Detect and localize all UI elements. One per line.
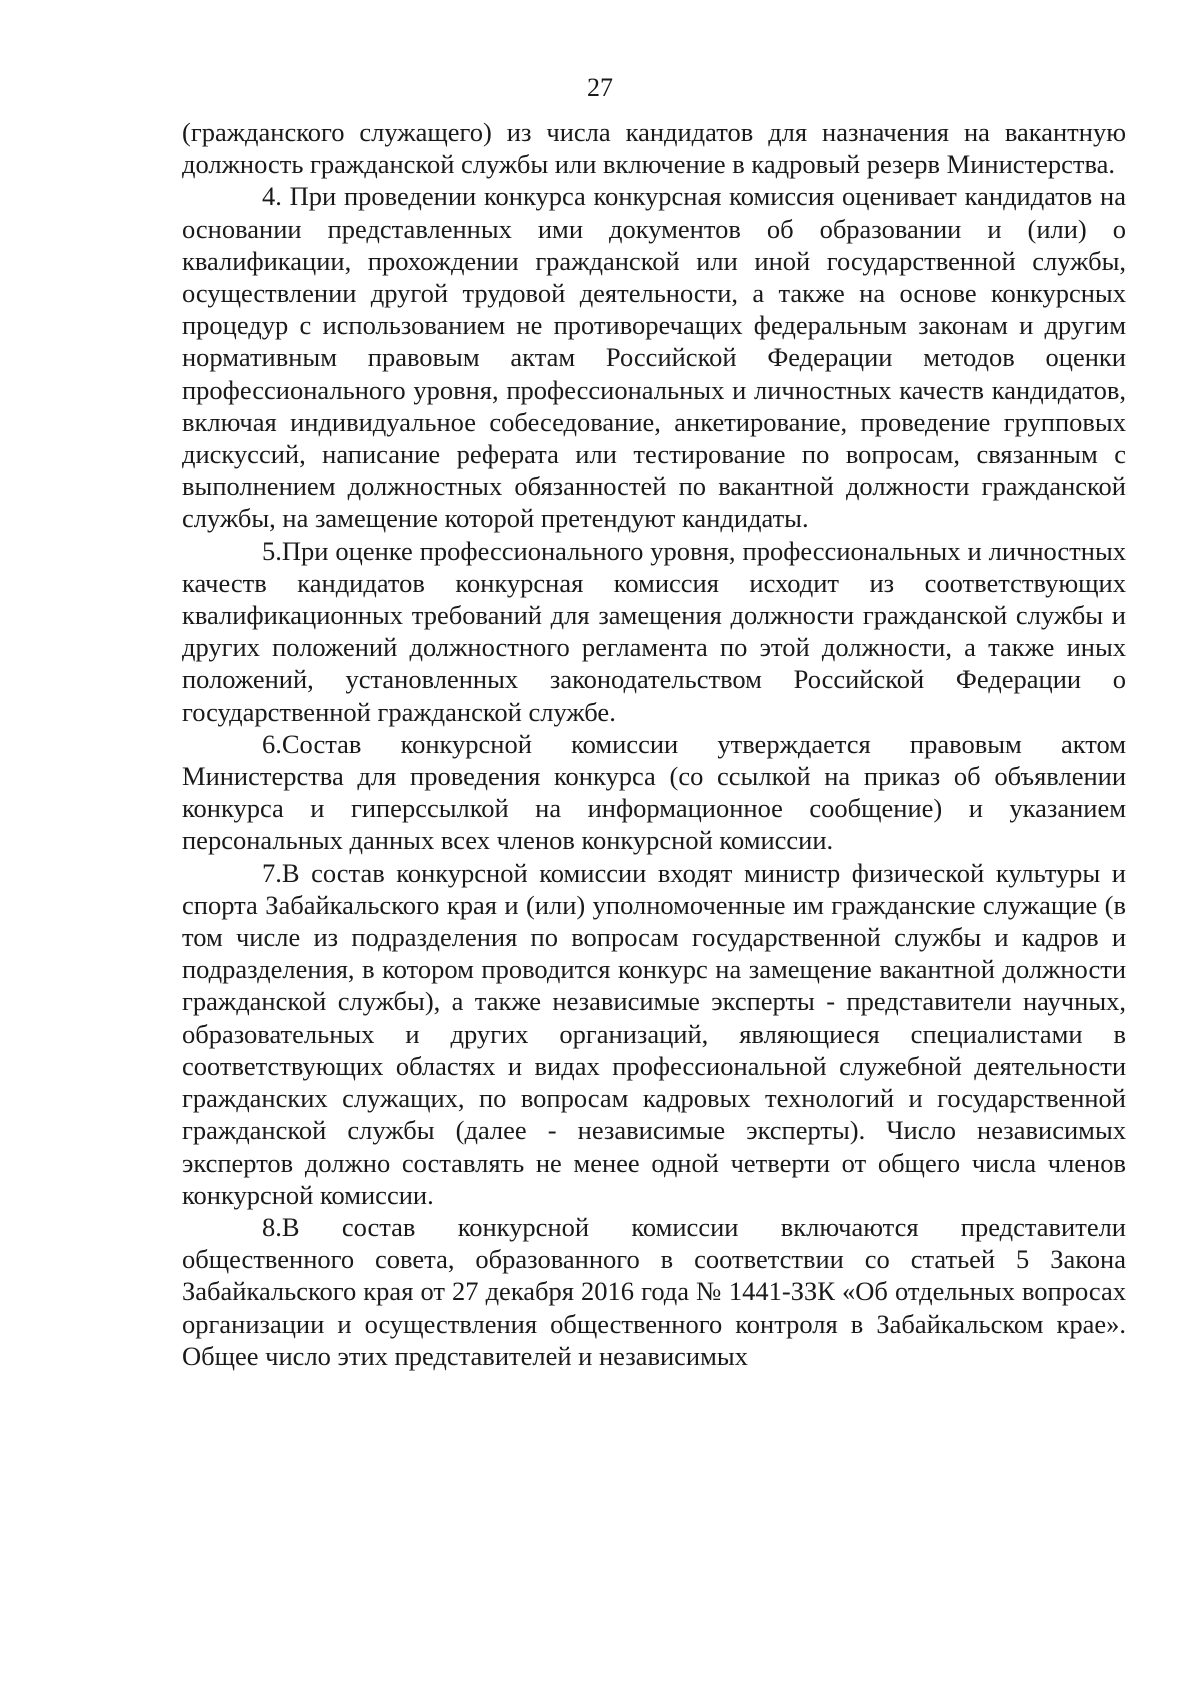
paragraph-item-5: 5.При оценке профессионального уровня, профессиональных и личностных качеств кандидатов конкурсная комиссия исходит из соответствующих квалификационных требований для замещения должности гражданской службы и других положений должностного регламента по этой должности, а также иных положений, установленных законодательством Российской Федерации о государственной гражданской службе.	[182, 535, 1126, 727]
paragraph-item-6: 6.Состав конкурсной комиссии утверждается правовым актом Министерства для проведения конкурса (со ссылкой на приказ об объявлении конкурса и гиперссылкой на информационное сообщение) и указанием персональных данных всех членов конкурсной комиссии.	[182, 728, 1126, 856]
document-body	[182, 116, 1126, 1372]
paragraph-continuation: (гражданского служащего) из числа кандидатов для назначения на вакантную должность гражданской службы или включение в кадровый резерв Министерства.	[182, 117, 1126, 180]
paragraph-item-8: 8.В состав конкурсной комиссии включаются представители общественного совета, образованного в соответствии со статьей 5 Закона Забайкальского края от 27 декабря 2016 года № 1441-ЗЗК «Об отдельных вопросах организации и осуществления общественного контроля в Забайкальском крае». Общее число этих представителей и независимых	[182, 1211, 1126, 1371]
page-number: 27	[587, 73, 613, 102]
paragraph-item-7: 7.В состав конкурсной комиссии входят министр физической культуры и спорта Забайкальского края и (или) уполномоченные им гражданские служащие (в том числе из подразделения по вопросам государственной службы и кадров и подразделения, в котором проводится конкурс на замещение вакантной должности гражданской службы), а также независимые эксперты - представители научных, образовательных и других организаций, являющиеся специалистами в соответствующих областях и видах профессиональной служебной деятельности гражданских служащих, по вопросам кадровых технологий и государственной гражданской службы (далее - независимые эксперты). Число независимых экспертов должно составлять не менее одной четверти от общего числа членов конкурсной комиссии.	[182, 857, 1126, 1210]
paragraph-item-4: 4. При проведении конкурса конкурсная комиссия оценивает кандидатов на основании представленных ими документов об образовании и (или) о квалификации, прохождении гражданской или иной государственной службы, осуществлении другой трудовой деятельности, а также на основе конкурсных процедур с использованием не противоречащих федеральным законам и другим нормативным правовым актам Российской Федерации методов оценки профессионального уровня, профессиональных и личностных качеств кандидатов, включая индивидуальное собеседование, анкетирование, проведение групповых дискуссий, написание реферата или тестирование по вопросам, связанным с выполнением должностных обязанностей по вакантной должности гражданской службы, на замещение которой претендуют кандидаты.	[182, 181, 1126, 534]
